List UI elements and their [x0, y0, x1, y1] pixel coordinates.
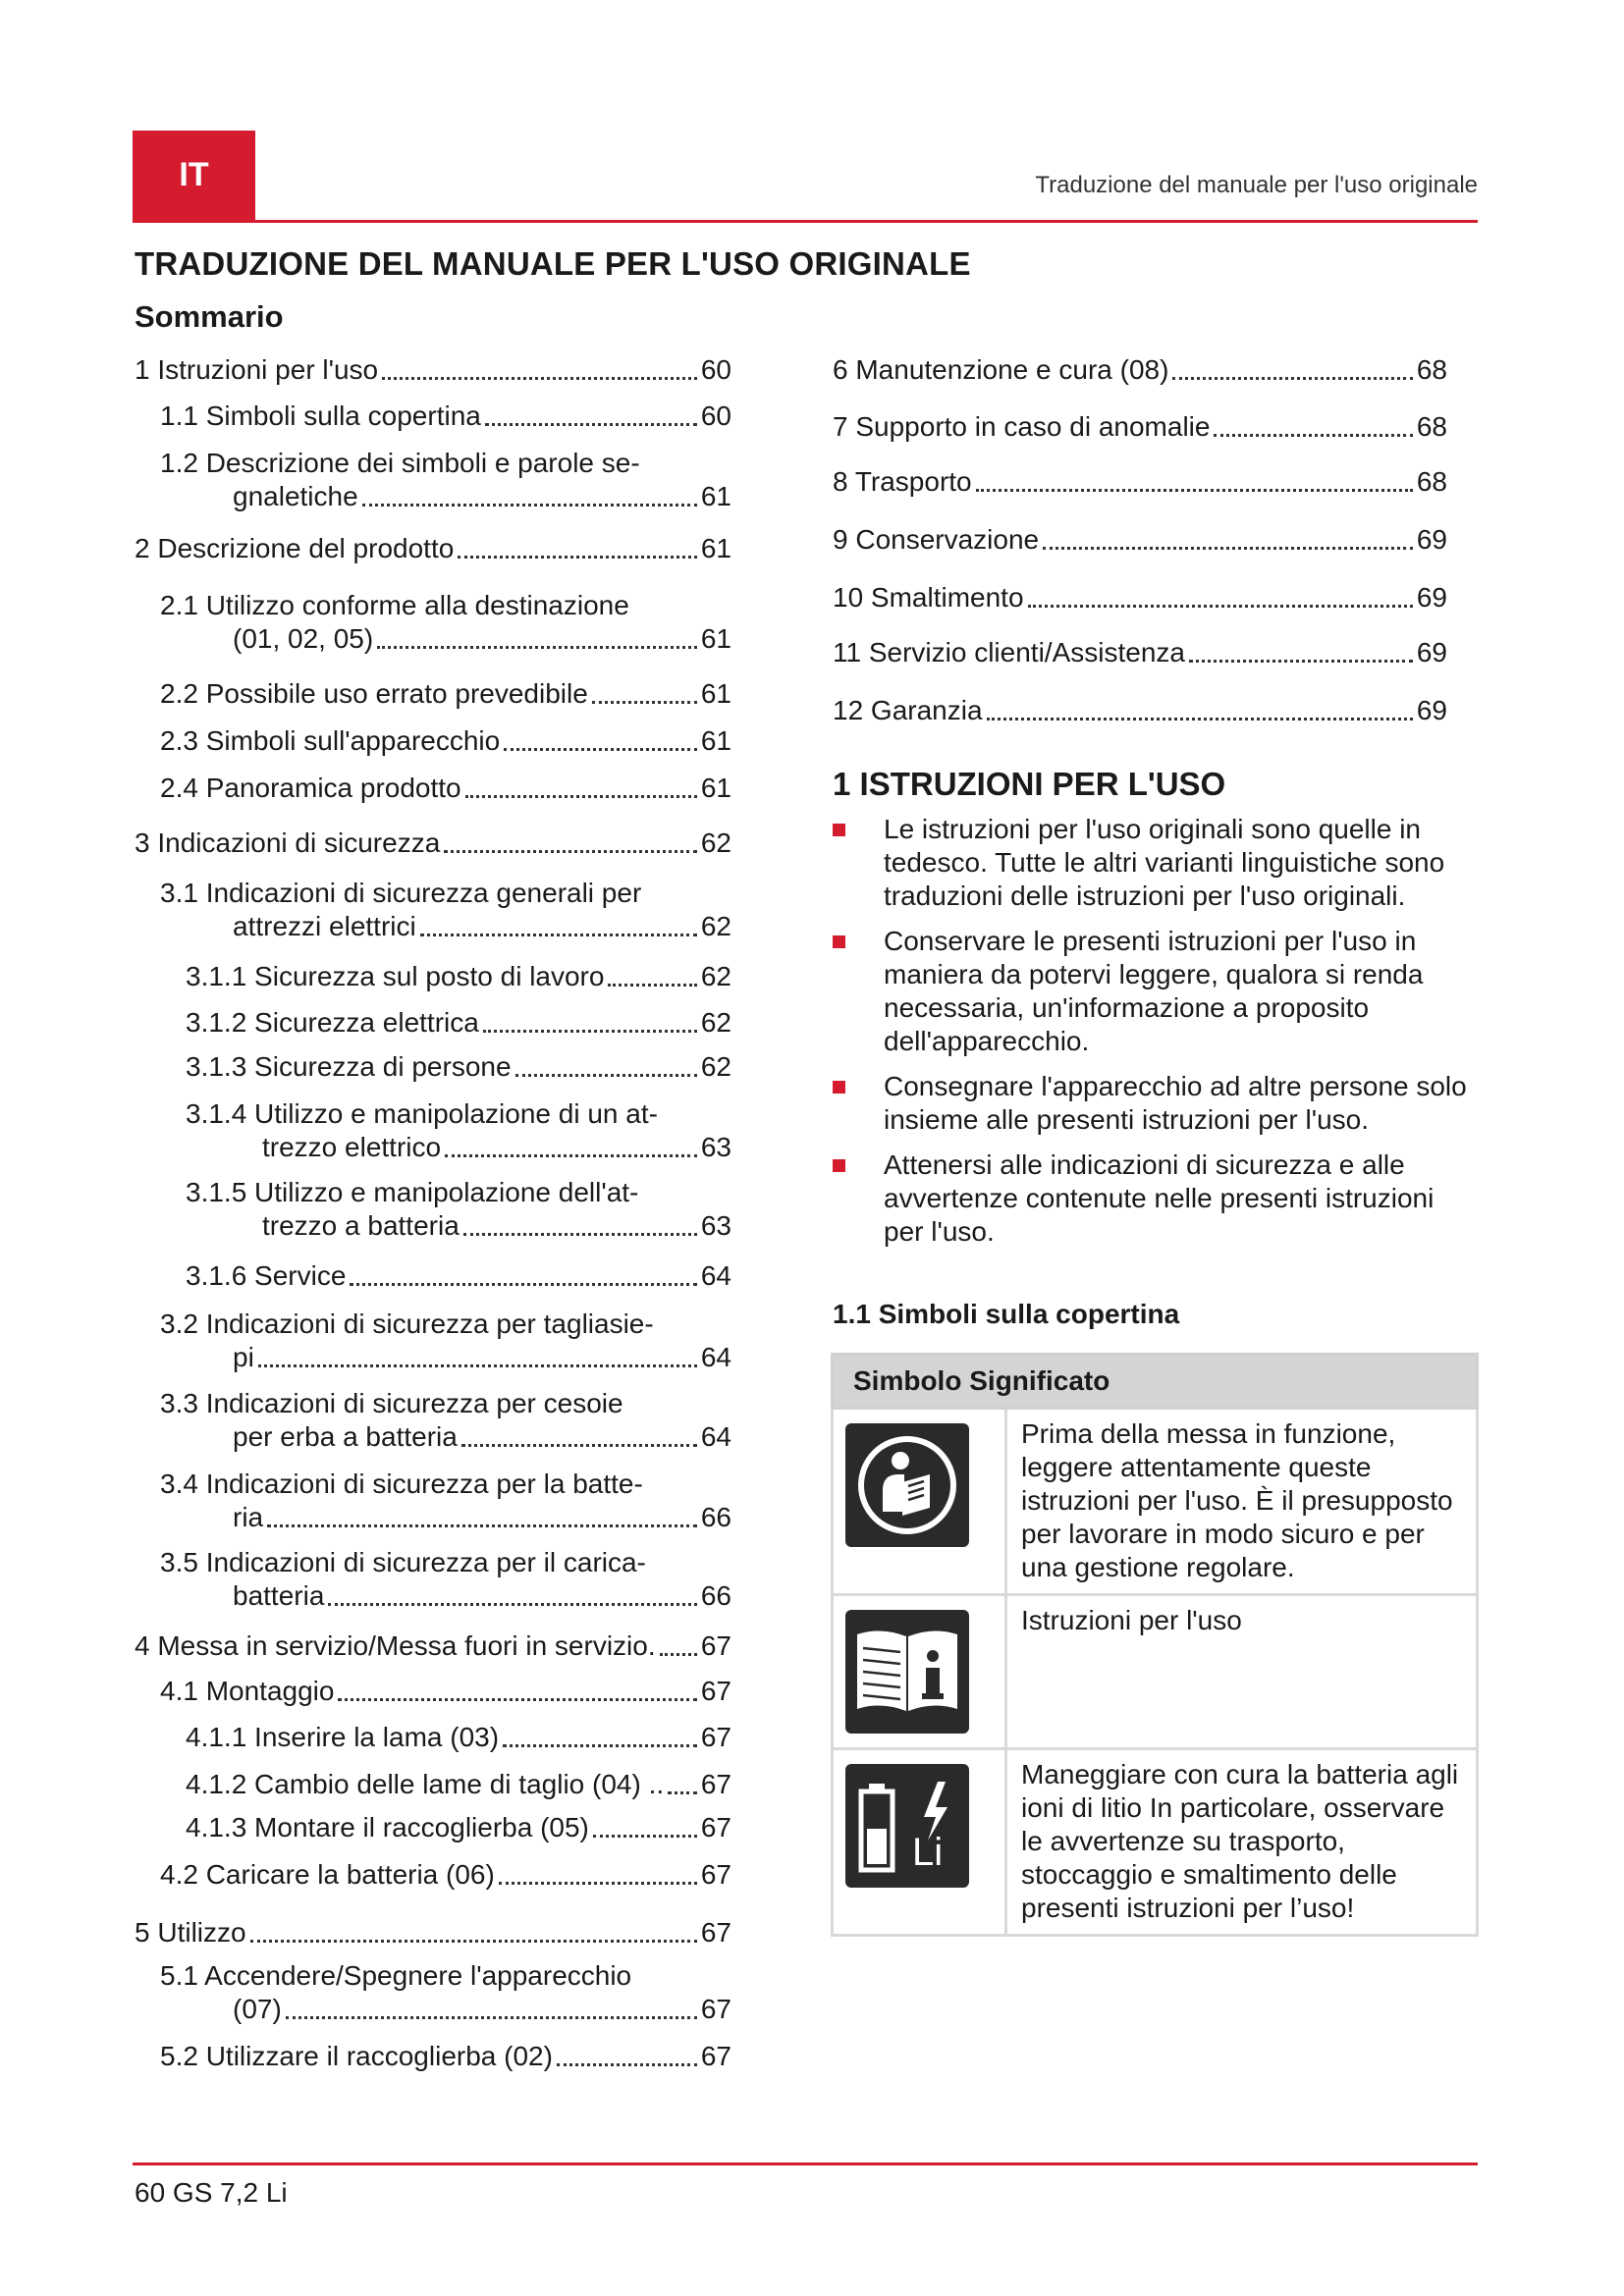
toc-entry-label: 3 Indicazioni di sicurezza [135, 828, 441, 858]
toc-entry-label: 8 Trasporto [833, 466, 972, 497]
leader-dots [503, 1743, 697, 1747]
toc-page-number: 61 [700, 678, 731, 709]
toc-entry-label: 2.3 Simboli sull'apparecchio [160, 725, 501, 756]
toc-page-number: 62 [700, 1007, 731, 1038]
footer-rule [133, 2163, 1478, 2165]
toc-page-number: 64 [700, 1260, 731, 1291]
toc-entry[interactable] [160, 677, 731, 711]
toc-entry-label: 3.1.5 Utilizzo e manipolazione dell'at- [186, 1177, 639, 1207]
leader-dots [350, 1282, 696, 1286]
toc-entry-label: 4.1 Montaggio [160, 1676, 335, 1706]
toc-entry[interactable] [160, 877, 731, 943]
toc-entry-label: 3.1.6 Service [186, 1260, 347, 1291]
toc-entry-label: batteria [233, 1580, 325, 1611]
toc-heading: Sommario [135, 299, 284, 334]
toc-entry-label: trezzo a batteria [262, 1210, 460, 1241]
table-header [833, 1355, 1478, 1409]
toc-entry-label: 10 Smaltimento [833, 582, 1024, 613]
toc-entry[interactable] [160, 589, 731, 656]
symbol-meaning: Istruzioni per l'uso [1006, 1595, 1478, 1749]
toc-entry-label: 3.1.1 Sicurezza sul posto di lavoro [186, 961, 605, 991]
toc-page-number: 67 [700, 1917, 731, 1948]
bullet-item: Le istruzioni per l'uso originali sono quelle in tedesco. Tutte le altri varianti linguistiche sono traduzioni delle istruzioni per l'uso originali. [833, 813, 1481, 913]
bullet-square-icon [833, 824, 845, 836]
toc-entry-label: 3.5 Indicazioni di sicurezza per il carica- [160, 1547, 646, 1577]
leader-dots [608, 983, 696, 987]
leader-dots [445, 1153, 697, 1157]
toc-entry-label: pi [233, 1342, 254, 1372]
toc-page-number: 61 [700, 773, 731, 803]
toc-page-number: 69 [1416, 695, 1447, 725]
toc-page-number: 61 [700, 623, 731, 654]
toc-entry[interactable] [833, 410, 1447, 444]
leader-dots [444, 849, 697, 853]
leader-dots [258, 1363, 697, 1367]
bullet-square-icon [833, 1081, 845, 1094]
toc-entry-label: 3.1.2 Sicurezza elettrica [186, 1007, 479, 1038]
toc-entry[interactable] [186, 1050, 731, 1084]
toc-page-number: 67 [700, 1676, 731, 1706]
leader-dots [499, 1881, 697, 1885]
toc-entry[interactable] [160, 1858, 731, 1892]
toc-entry-label: 11 Servizio clienti/Assistenza [833, 637, 1185, 667]
leader-dots [463, 1232, 697, 1236]
toc-entry-label: 2.2 Possibile uso errato prevedibile [160, 678, 588, 709]
leader-dots [593, 1834, 697, 1838]
toc-entry[interactable] [135, 532, 731, 565]
toc-entry[interactable] [186, 1176, 731, 1243]
symbol-meaning: Maneggiare con cura la batteria agli ioni di litio In particolare, osservare le avvertenze su trasporto, stoccaggio e smaltimento delle presenti istruzioni per l’uso! [1006, 1749, 1478, 1936]
toc-entry-label: 12 Garanzia [833, 695, 983, 725]
table-row [833, 1409, 1478, 1595]
toc-entry[interactable] [135, 1916, 731, 1949]
subsection-heading: 1.1 Simboli sulla copertina [833, 1299, 1180, 1329]
toc-entry[interactable] [160, 1546, 731, 1613]
battery-label: Li [912, 1831, 944, 1874]
toc-page-number: 60 [700, 354, 731, 385]
running-head: Traduzione del manuale per l'uso originale [1035, 172, 1478, 198]
toc-page-number: 67 [700, 1859, 731, 1890]
manual-info-icon [845, 1610, 969, 1734]
leader-dots [286, 2015, 697, 2019]
leader-dots [668, 1790, 697, 1794]
toc-entry[interactable] [833, 694, 1447, 727]
leader-dots [465, 794, 697, 798]
leader-dots [362, 503, 697, 507]
toc-entry-label: 5.2 Utilizzare il raccoglierba (02) [160, 2041, 553, 2071]
leader-dots [1214, 433, 1412, 437]
toc-page-number: 61 [700, 533, 731, 563]
toc-entry-label: 4.1.3 Montare il raccoglierba (05) [186, 1812, 589, 1842]
toc-page-number: 68 [1416, 411, 1447, 442]
toc-page-number: 66 [700, 1502, 731, 1532]
toc-entry[interactable] [833, 465, 1447, 499]
toc-entry[interactable] [186, 1768, 731, 1801]
toc-entry[interactable] [186, 1006, 731, 1040]
toc-page-number: 63 [700, 1210, 731, 1241]
toc-entry-label: 6 Manutenzione e cura (08) [833, 354, 1169, 385]
toc-entry[interactable] [160, 772, 731, 805]
leader-dots [377, 645, 697, 649]
toc-entry[interactable] [833, 636, 1447, 669]
toc-entry-label: 2 Descrizione del prodotto [135, 533, 455, 563]
toc-entry[interactable] [135, 1629, 731, 1663]
toc-entry[interactable] [160, 1675, 731, 1708]
leader-dots [328, 1602, 696, 1606]
bullet-item: Consegnare l'apparecchio ad altre persone solo insieme alle presenti istruzioni per l'uso. [833, 1070, 1481, 1137]
toc-entry[interactable] [135, 353, 731, 387]
toc-page-number: 64 [700, 1342, 731, 1372]
leader-dots [1028, 604, 1413, 608]
lithium-battery-icon [845, 1764, 969, 1888]
toc-entry-label: ria [233, 1502, 264, 1532]
toc-entry-label: 5.1 Accendere/Spegnere l'apparecchio [160, 1960, 632, 1991]
bullet-square-icon [833, 935, 845, 948]
table-row [833, 1595, 1478, 1749]
toc-entry-label: 7 Supporto in caso di anomalie [833, 411, 1211, 442]
toc-entry-label: 3.3 Indicazioni di sicurezza per cesoie [160, 1388, 623, 1418]
toc-entry[interactable] [833, 353, 1447, 387]
leader-dots [987, 717, 1413, 721]
leader-dots [267, 1523, 697, 1527]
bullet-square-icon [833, 1159, 845, 1172]
toc-entry[interactable] [833, 581, 1447, 614]
toc-entry[interactable] [186, 960, 731, 993]
toc-page-number: 68 [1416, 466, 1447, 497]
toc-page-number: 61 [700, 725, 731, 756]
toc-entry[interactable] [160, 447, 731, 513]
leader-dots [461, 1443, 697, 1447]
toc-entry-label: 2.1 Utilizzo conforme alla destinazione [160, 590, 629, 620]
col-symbol-header: Simbolo [853, 1365, 962, 1396]
toc-entry[interactable] [160, 1468, 731, 1534]
col-meaning-header: Significato [969, 1365, 1110, 1396]
toc-entry[interactable] [135, 827, 731, 860]
toc-entry[interactable] [160, 2040, 731, 2073]
toc-entry-label: gnaletiche [233, 481, 358, 511]
toc-entry[interactable] [186, 1259, 731, 1293]
toc-entry-label: trezzo elettrico [262, 1132, 442, 1162]
toc-entry-label: 2.4 Panoramica prodotto [160, 773, 461, 803]
leader-dots [458, 555, 697, 559]
toc-entry[interactable] [186, 1721, 731, 1754]
toc-entry-label: 4.2 Caricare la batteria (06) [160, 1859, 495, 1890]
toc-entry-label: 3.1 Indicazioni di sicurezza generali per [160, 878, 642, 908]
toc-entry-label: attrezzi elettrici [233, 911, 416, 941]
toc-entry-label: 1.2 Descrizione dei simboli e parole se- [160, 448, 640, 478]
leader-dots [1172, 376, 1412, 380]
toc-entry-label: 4 Messa in servizio/Messa fuori in servizio. [135, 1630, 656, 1661]
toc-entry[interactable] [160, 724, 731, 758]
symbol-meaning: Prima della messa in funzione, leggere attentamente queste istruzioni per l'uso. È il presupposto per lavorare in modo sicuro e per una gestione regolare. [1006, 1409, 1478, 1595]
toc-page-number: 67 [700, 1630, 731, 1661]
toc-entry-label: (01, 02, 05) [233, 623, 374, 654]
leader-dots [976, 488, 1413, 492]
toc-entry-label: (07) [233, 1994, 282, 2024]
leader-dots [1043, 546, 1413, 550]
toc-page-number: 67 [700, 2041, 731, 2071]
toc-entry-label: 5 Utilizzo [135, 1917, 246, 1948]
toc-entry[interactable] [160, 1959, 731, 2026]
toc-page-number: 67 [700, 1722, 731, 1752]
leader-dots [592, 700, 697, 704]
toc-entry-label: 4.1.1 Inserire la lama (03) [186, 1722, 500, 1752]
table-row [833, 1749, 1478, 1936]
toc-page-number: 66 [700, 1580, 731, 1611]
page-footer: 60 GS 7,2 Li [135, 2177, 288, 2208]
leader-dots [382, 376, 697, 380]
toc-entry[interactable] [160, 400, 731, 433]
language-tab: IT [133, 131, 255, 220]
document-title: TRADUZIONE DEL MANUALE PER L'USO ORIGINALE [135, 245, 971, 282]
toc-page-number: 61 [700, 481, 731, 511]
read-manual-icon [845, 1423, 969, 1547]
toc-page-number: 60 [700, 400, 731, 431]
toc-page-number: 62 [700, 828, 731, 858]
leader-dots [483, 1029, 697, 1033]
toc-entry[interactable] [186, 1097, 731, 1164]
bullet-item: Conservare le presenti istruzioni per l'uso in maniera da potervi leggere, qualora si renda necessaria, un'informazione a proposito dell'apparecchio. [833, 925, 1481, 1058]
toc-entry[interactable] [186, 1811, 731, 1844]
toc-entry-label: 9 Conservazione [833, 524, 1040, 555]
leader-dots [660, 1652, 697, 1656]
leader-dots [420, 933, 697, 936]
toc-page-number: 67 [700, 1812, 731, 1842]
toc-entry-label: 3.4 Indicazioni di sicurezza per la batte- [160, 1468, 643, 1499]
toc-page-number: 62 [700, 1051, 731, 1082]
bullet-item: Attenersi alle indicazioni di sicurezza e alle avvertenze contenute nelle presenti istruzioni per l'uso. [833, 1148, 1481, 1249]
leader-dots [338, 1697, 696, 1701]
leader-dots [504, 747, 697, 751]
toc-page-number: 62 [700, 961, 731, 991]
leader-dots [557, 2062, 697, 2066]
toc-page-number: 69 [1416, 582, 1447, 613]
toc-page-number: 67 [700, 1994, 731, 2024]
toc-entry[interactable] [833, 523, 1447, 557]
leader-dots [1189, 659, 1413, 663]
toc-entry-label: 3.1.4 Utilizzo e manipolazione di un at- [186, 1098, 658, 1129]
toc-entry-label: 1 Istruzioni per l'uso [135, 354, 379, 385]
toc-entry-label: 1.1 Simboli sulla copertina [160, 400, 481, 431]
toc-entry[interactable] [160, 1387, 731, 1454]
section-heading: 1 ISTRUZIONI PER L'USO [833, 766, 1226, 802]
toc-page-number: 69 [1416, 637, 1447, 667]
toc-entry-label: 3.1.3 Sicurezza di persone [186, 1051, 512, 1082]
leader-dots [515, 1073, 697, 1077]
toc-page-number: 68 [1416, 354, 1447, 385]
toc-page-number: 64 [700, 1421, 731, 1452]
toc-entry-label: per erba a batteria [233, 1421, 458, 1452]
toc-page-number: 69 [1416, 524, 1447, 555]
header-rule [133, 220, 1478, 223]
symbol-table [831, 1353, 1479, 1937]
leader-dots [485, 422, 697, 426]
toc-page-number: 63 [700, 1132, 731, 1162]
toc-entry[interactable] [160, 1308, 731, 1374]
bullet-list [833, 813, 1481, 1260]
toc-page-number: 62 [700, 911, 731, 941]
leader-dots [250, 1939, 697, 1943]
toc-entry-label: 4.1.2 Cambio delle lame di taglio (04) .. [186, 1769, 665, 1799]
toc-page-number: 67 [700, 1769, 731, 1799]
toc-entry-label: 3.2 Indicazioni di sicurezza per tagliasie- [160, 1308, 654, 1339]
